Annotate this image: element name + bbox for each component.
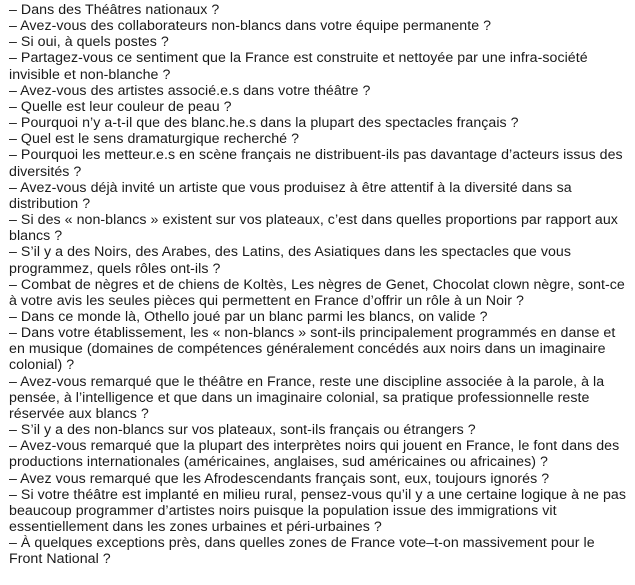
text-line: – S’il y a des Noirs, des Arabes, des Latins, des Asiatiques dans les spectacles que vous xyxy=(9,244,572,261)
text-line: Front National ? xyxy=(9,551,111,568)
question-list xyxy=(9,2,631,567)
text-line: – Avez-vous remarqué que le théâtre en France, reste une discipline associée à la parole, à la xyxy=(9,373,605,390)
text-line: – Combat de nègres et de chiens de Koltès, Les nègres de Genet, Chocolat clown nègre, sont-ce xyxy=(9,276,625,293)
text-line: productions internationales (américaines, anglaises, sud américaines ou africaines) ? xyxy=(9,454,548,471)
text-line: – Dans des Théâtres nationaux ? xyxy=(9,2,220,18)
text-line: blancs ? xyxy=(9,228,63,245)
text-line: – Quel est le sens dramaturgique recherché ? xyxy=(9,131,300,148)
text-line: – Si oui, à quels postes ? xyxy=(9,34,169,51)
text-line: en musique (domaines de compétences généralement concédés aux noirs dans un imaginaire xyxy=(9,341,606,358)
text-line: – Dans votre établissement, les « non-blancs » sont-ils principalement programmés en danse et xyxy=(9,325,616,342)
text-line: à votre avis les seules pièces qui permettent en France d’offrir un rôle à un Noir ? xyxy=(9,292,524,309)
text-line: beaucoup programmer d’artistes noirs puisque la population issue des immigrations vit xyxy=(9,502,557,519)
text-line: – Avez-vous des artistes associé.e.s dans votre théâtre ? xyxy=(9,82,371,99)
text-line: distribution ? xyxy=(9,195,91,212)
text-line: – Pourquoi n’y a-t-il que des blanc.he.s dans la plupart des spectacles français ? xyxy=(9,115,519,132)
text-line: – Pourquoi les metteur.e.s en scène français ne distribuent-ils pas davantage d’acteurs issus des xyxy=(9,147,623,164)
text-line: – Dans ce monde là, Othello joué par un blanc parmi les blancs, on valide ? xyxy=(9,308,488,325)
text-line: – Si des « non-blancs » existent sur vos plateaux, c’est dans quelles proportions par rapport aux xyxy=(9,212,618,229)
text-line: essentiellement dans les zones urbaines et péri-urbaines ? xyxy=(9,519,382,535)
text-line: invisible et non-blanche ? xyxy=(9,66,171,83)
text-line: – Avez-vous déjà invité un artiste que vous produisez à être attentif à la diversité dans sa xyxy=(9,179,572,196)
text-line: – Avez vous remarqué que les Afrodescendants français sont, eux, toujours ignorés ? xyxy=(9,470,550,487)
text-line: – Avez-vous remarqué que la plupart des interprètes noirs qui jouent en France, le font dans des xyxy=(9,438,620,455)
text-line: – Partagez-vous ce sentiment que la France est construite et nettoyée par une infra-société xyxy=(9,50,588,67)
text-line: réservée aux blancs ? xyxy=(9,405,149,422)
text-line: diversités ? xyxy=(9,163,82,180)
text-line: – Si votre théâtre est implanté en milieu rural, pensez-vous qu’il y a une certaine logique à ne pas xyxy=(9,486,626,503)
text-line: – À quelques exceptions près, dans quelles zones de France vote–t-on massivement pour le xyxy=(9,535,595,552)
text-line: pensée, à l’intelligence et que dans un imaginaire colonial, sa pratique professionnelle reste xyxy=(9,389,590,406)
text-line: – Avez-vous des collaborateurs non-blancs dans votre équipe permanente ? xyxy=(9,18,492,35)
text-line: – Quelle est leur couleur de peau ? xyxy=(9,98,232,115)
text-line: programmez, quels rôles ont-ils ? xyxy=(9,260,221,277)
text-line: – S’il y a des non-blancs sur vos plateaux, sont-ils français ou étrangers ? xyxy=(9,422,476,439)
text-line: colonial) ? xyxy=(9,357,75,374)
